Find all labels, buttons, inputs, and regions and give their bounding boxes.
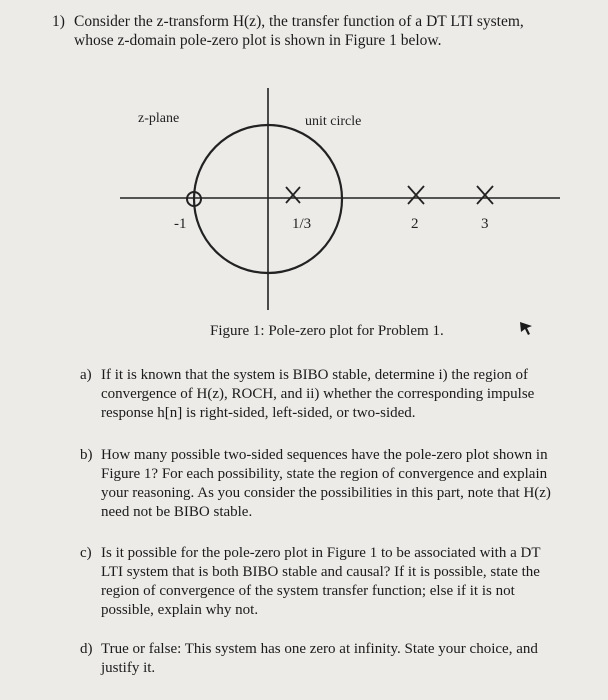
pole-1-3-label: 1/3 (292, 216, 312, 232)
part-a-line: If it is known that the system is BIBO stable, determine i) the region of (101, 367, 529, 383)
pole-3-label: 3 (481, 216, 489, 232)
part-d-label: d) (80, 641, 93, 657)
part-c-line: Is it possible for the pole-zero plot in Figure 1 to be associated with a DT (101, 545, 541, 561)
part-c-line: region of convergence of the system transfer function; else if it is not (101, 583, 515, 599)
part-a-label: a) (80, 367, 92, 383)
part-b-line: How many possible two-sided sequences have the pole-zero plot shown in (101, 447, 548, 463)
intro-line-1: Consider the z-transform H(z), the transfer function of a DT LTI system, (74, 13, 524, 30)
zero-value-label: -1 (174, 216, 187, 232)
mouse-cursor-icon (520, 322, 532, 335)
problem-number: 1) (52, 13, 65, 30)
part-c-text (101, 544, 591, 620)
part-d-text (101, 640, 591, 678)
pole-marker-1-3 (286, 187, 300, 203)
part-c-line: possible, explain why not. (101, 602, 259, 618)
part-b-line: Figure 1? For each possibility, state the region of convergence and explain (101, 466, 548, 482)
part-a-text (101, 366, 591, 423)
part-c-line: LTI system that is both BIBO stable and causal? If it is possible, state the (101, 564, 540, 580)
part-b-line: your reasoning. As you consider the possibilities in this part, note that H(z) (101, 485, 551, 501)
pole-2-label: 2 (411, 216, 419, 232)
part-b-label: b) (80, 447, 93, 463)
part-b-text (101, 446, 591, 522)
pole-zero-plot (0, 0, 608, 345)
part-c-label: c) (80, 545, 92, 561)
part-d-line: True or false: This system has one zero at infinity. State your choice, and (101, 641, 538, 657)
part-a-line: convergence of H(z), ROCH, and ii) whether the corresponding impulse (101, 386, 535, 402)
intro-line-2: whose z-domain pole-zero plot is shown in Figure 1 below. (74, 32, 442, 49)
part-a-line: response h[n] is right-sided, left-sided, or two-sided. (101, 405, 416, 421)
part-b-line: need not be BIBO stable. (101, 504, 253, 520)
unit-circle-label: unit circle (305, 114, 362, 129)
z-plane-label: z-plane (138, 111, 180, 126)
pole-marker-3 (477, 186, 493, 204)
pole-marker-2 (408, 186, 424, 204)
figure-caption: Figure 1: Pole-zero plot for Problem 1. (210, 323, 444, 339)
part-d-line: justify it. (101, 660, 156, 676)
